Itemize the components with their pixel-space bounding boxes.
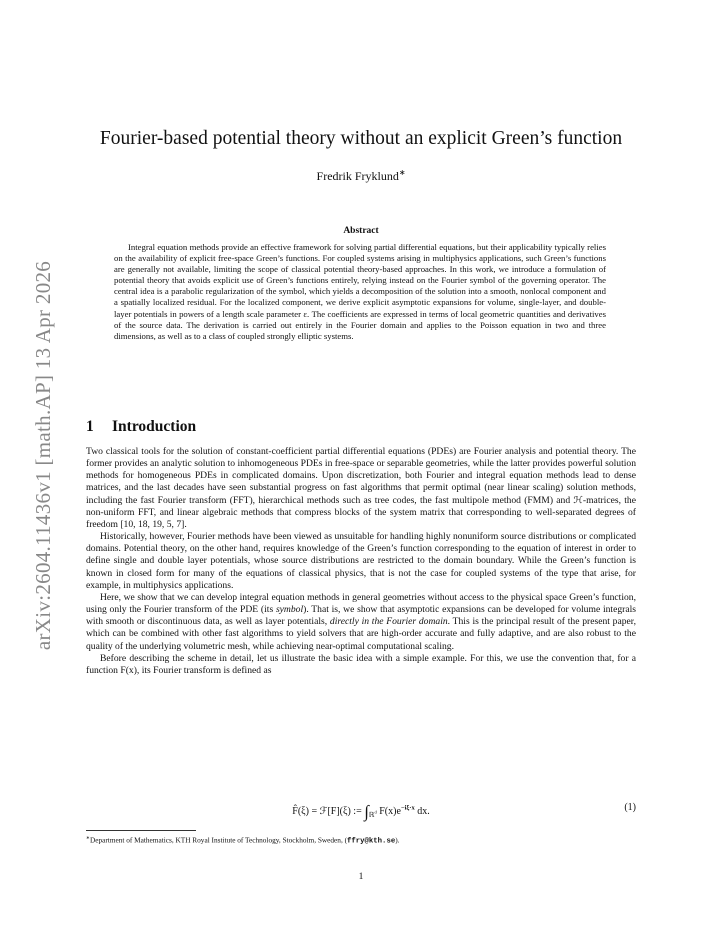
section-heading bbox=[86, 418, 196, 436]
equation-domain-symbol: ℝ bbox=[368, 811, 375, 819]
abstract-heading: Abstract bbox=[343, 226, 379, 236]
equation-integrand: F(x)e bbox=[379, 806, 401, 817]
page-number: 1 bbox=[358, 872, 364, 882]
footnote bbox=[86, 834, 636, 846]
footnote-rule bbox=[86, 830, 196, 831]
equation-integral-sign: ∫ bbox=[364, 802, 369, 821]
equation-domain-exponent: d bbox=[374, 809, 377, 815]
footnote-text-end: ). bbox=[395, 835, 400, 845]
paragraph-3 bbox=[86, 592, 636, 653]
paragraph-3-part-c: . This is the principal result of the present paper, which can be combined with other fast algorithms to yield solvers that are high-order accurate and fully adaptive, and are also robust to the quality of the underlying volumetric mesh, while achieving near-optimal computational scaling. bbox=[86, 616, 636, 652]
section-title: Introduction bbox=[112, 418, 197, 435]
arxiv-identifier-text: arXiv:2604.11436v1 [math.AP] 13 Apr 2026 bbox=[31, 260, 56, 650]
author-line bbox=[86, 168, 636, 184]
author-footnote-mark: ∗ bbox=[398, 168, 406, 177]
arxiv-identifier-stamp bbox=[14, 245, 74, 665]
footnote-email[interactable]: ffry@kth.se bbox=[347, 837, 396, 846]
footnote-mark: ∗ bbox=[86, 836, 90, 841]
equation-lhs: F̂(ξ) = ℱ[F](ξ) := bbox=[292, 806, 362, 817]
equation-domain bbox=[369, 811, 377, 819]
equation-differential: dx. bbox=[417, 806, 430, 817]
equation-1 bbox=[86, 798, 636, 824]
equation-expression bbox=[86, 802, 636, 822]
paragraph-3-part-b: ). That is, we show that asymptotic expansions can be developed for volume integrals with smooth or discontinuous data, as well as layer potentials, bbox=[86, 604, 636, 628]
paper-title: Fourier-based potential theory without an explicit Green’s function bbox=[99, 128, 623, 149]
author-name: Fredrik Fryklund bbox=[316, 169, 399, 183]
paragraph-4: Before describing the scheme in detail, let us illustrate the basic idea with a simple example. For this, we use the convention that, for a function F(x), its Fourier transform is defined as bbox=[86, 652, 636, 676]
paragraph-2: Historically, however, Fourier methods have been viewed as unsuitable for handling highly nonuniform source distributions or complicated domains. Potential theory, on the other hand, requires knowledge of the Green’s function corresponding to the equation of interest in order to define single and double layer potentials, whose source distributions are restricted to the domain boundary. While the Green’s function is known in closed form for many of the equations of classical physics, that is not the case for coupled systems of the type that arise, for example, in multiphysics applications. bbox=[86, 531, 636, 591]
abstract-text: Integral equation methods provide an effective framework for solving partial differential equations, but their applicability typically relies on the availability of explicit free-space Green’s functions. For coupled systems arising in multiphysics applications, such Green’s functions are generally not available, limiting the scope of classical potential theory-based approaches. In this work, we introduce a formulation of potential theory that avoids explicit use of Green’s functions entirely, relying instead on the Fourier symbol of the governing operator. The central idea is a parabolic regularization of the symbol, which yields a decomposition of the solution into a smooth, nonlocal component and a spatially localized residual. For the localized component, we derive explicit asymptotic expansions for volume, single-layer, and double-layer potentials in powers of a length scale parameter ε. The coefficients are expressed in terms of local geometric quantities and derivatives of the source data. The derivation is carried out entirely in the Fourier domain and applies to the Poisson equation in two and three dimensions, as well as to a class of coupled strongly elliptic systems. bbox=[114, 242, 606, 341]
paragraph-3-symbol: symbol bbox=[275, 604, 304, 616]
equation-exponent: −iξ·x bbox=[400, 804, 415, 812]
footnote-text: Department of Mathematics, KTH Royal Institute of Technology, Stockholm, Sweden, ( bbox=[89, 835, 348, 845]
paragraph-1: Two classical tools for the solution of constant-coefficient partial differential equations (PDEs) are Fourier analysis and potential theory. The former provides an analytic solution to inhomogeneous PDEs in free-space or separable geometries, while the latter provides powerful solution methods for homogeneous PDEs in complicated domains. Upon discretization, both Fourier and integral equation methods lead to dense matrices, and the last decades have seen substantial progress on fast algorithms that permit optimal (near linear scaling) solution methods, including the fast Fourier transform (FFT), hierarchical methods such as tree codes, the fast multipole method (FMM) and ℋ-matrices, the non-uniform FFT, and linear algebraic methods that compress blocks of the system matrix that corresponding to well-separated degrees of freedom [10, 18, 19, 5, 7]. bbox=[86, 446, 636, 530]
paragraph-3-part-a: Here, we show that we can develop integral equation methods in general geometries without access to the physical space Green’s function, using only the Fourier transform of the PDE (its bbox=[86, 591, 636, 616]
paragraph-3-emphasis: directly in the Fourier domain bbox=[329, 616, 448, 628]
section-number: 1 bbox=[86, 418, 94, 435]
equation-number: (1) bbox=[624, 802, 636, 813]
body-text bbox=[86, 446, 636, 677]
